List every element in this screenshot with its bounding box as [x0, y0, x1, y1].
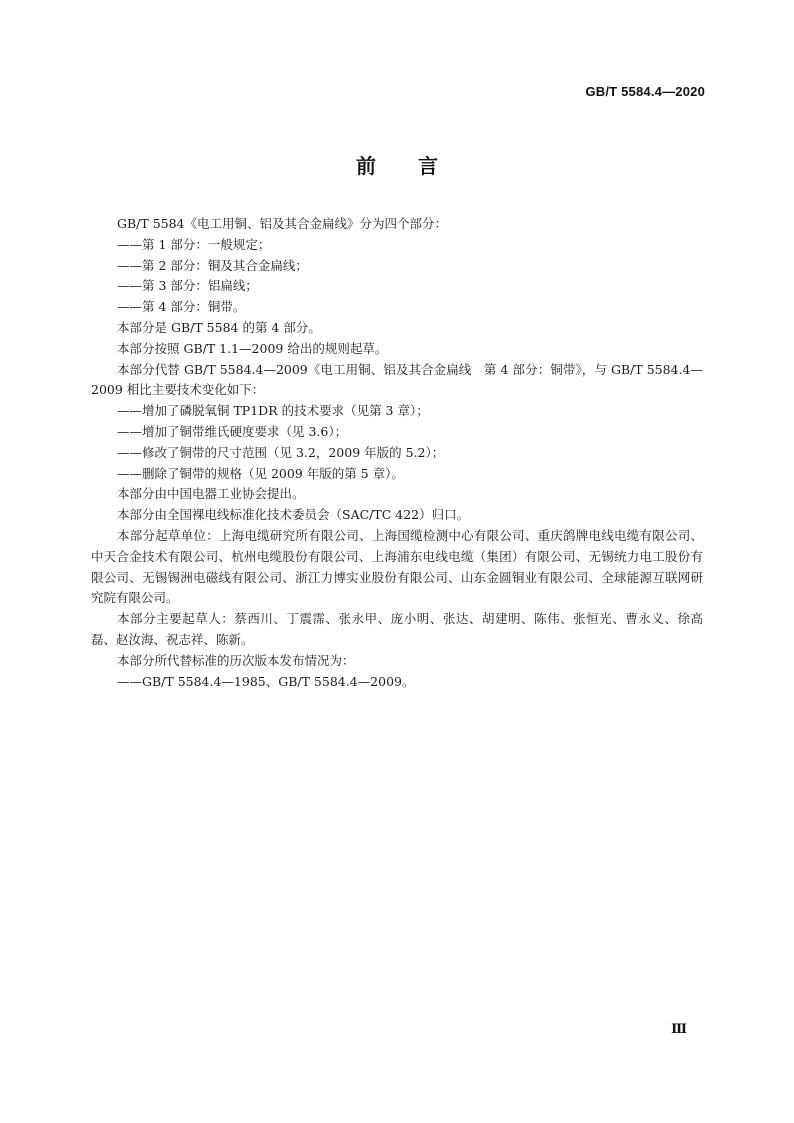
page-number: Ⅲ	[671, 1021, 687, 1036]
paragraph-replaces: 本部分代替 GB/T 5584.4—2009《电工用铜、铝及其合金扁线 第 4 部分：铜带》，与 GB/T 5584.4—2009 相比主要技术变化如下：	[91, 361, 703, 398]
foreword-body	[91, 214, 703, 692]
paragraph-parts-intro: GB/T 5584《电工用铜、铝及其合金扁线》分为四个部分：	[117, 216, 448, 231]
paragraph-history-intro: 本部分所代替标准的历次版本发布情况为：	[117, 652, 355, 668]
list-item-part-4: ——第 4 部分：铜带。	[117, 299, 246, 315]
list-item-change-1: ——增加了磷脱氧铜 TP1DR 的技术要求（见第 3 章）；	[117, 403, 429, 419]
paragraph-proposed-by: 本部分由中国电器工业协会提出。	[117, 486, 305, 502]
list-item-part-1: ——第 1 部分：一般规定；	[117, 236, 271, 252]
list-item-change-2: ——增加了铜带维氏硬度要求（见 3.6）；	[117, 423, 348, 439]
paragraph-drafters: 本部分主要起草人：蔡西川、丁震霈、张永甲、庞小明、张达、胡建明、陈伟、张恒光、曹永义、徐高磊、赵汝海、祝志祥、陈新。	[91, 611, 703, 647]
paragraph-drafting-rules: 本部分按照 GB/T 1.1—2009 给出的规则起草。	[117, 340, 388, 356]
list-item-history: ——GB/T 5584.4—1985、GB/T 5584.4—2009。	[117, 673, 415, 689]
list-item-part-3: ——第 3 部分：铝扁线；	[117, 278, 258, 294]
paragraph-drafting-units: 本部分起草单位：上海电缆研究所有限公司、上海国缆检测中心有限公司、重庆鸽牌电线电缆有限公司、中天合金技术有限公司、杭州电缆股份有限公司、上海浦东电线电缆（集团）有限公司、无锡统力电工股份有限公司、无锡锡洲电磁线有限公司、浙江力博实业股份有限公司、山东金圆铜业有限公司、全球能源互联网研究院有限公司。	[91, 527, 703, 606]
list-item-change-4: ——删除了铜带的规格（见 2009 年版的第 5 章）。	[117, 465, 404, 481]
page-title: 前言	[356, 154, 480, 178]
standard-code: GB/T 5584.4—2020	[585, 84, 705, 99]
paragraph-this-part: 本部分是 GB/T 5584 的第 4 部分。	[117, 319, 321, 335]
list-item-part-2: ——第 2 部分：铜及其合金扁线；	[117, 257, 308, 273]
list-item-change-3: ——修改了铜带的尺寸范围（见 3.2，2009 年版的 5.2）；	[117, 444, 445, 460]
paragraph-administered-by: 本部分由全国裸电线标准化技术委员会（SAC/TC 422）归口。	[117, 507, 470, 523]
